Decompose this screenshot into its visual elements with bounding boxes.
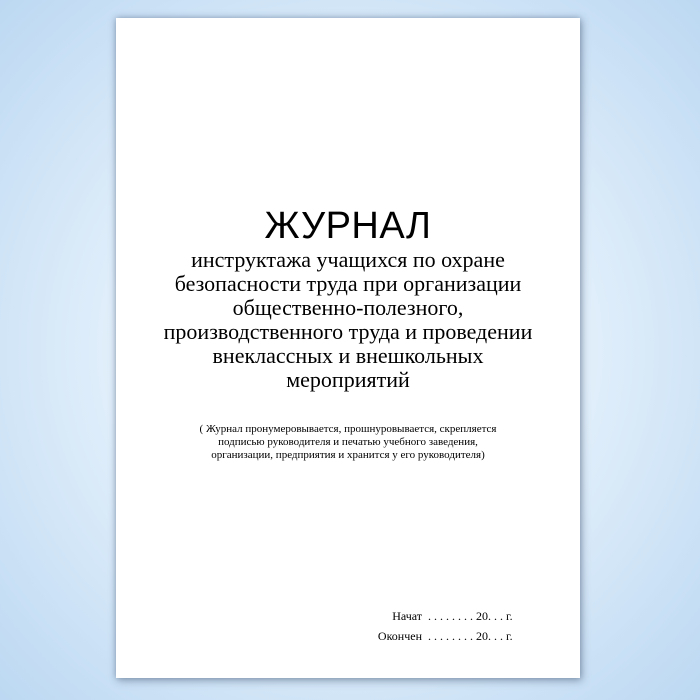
started-date-row (374, 606, 513, 626)
subtitle-line: инструктажа учащихся по охране (191, 247, 505, 272)
note-line: подписью руководителя и печатью учебного заведения, (218, 436, 478, 448)
subtitle-line: общественно-полезного, (232, 295, 464, 320)
journal-subtitle (116, 248, 580, 392)
started-date-placeholder: . . . . . . . . 20. . . г. (428, 609, 513, 623)
finished-date-row (374, 626, 513, 646)
note-line: организации, предприятия и хранится у его руководителя) (211, 449, 485, 461)
note-line: ( Журнал пронумеровывается, прошнуровывается, скрепляется (199, 423, 497, 435)
journal-dates (374, 606, 513, 646)
subtitle-line: мероприятий (286, 367, 410, 392)
started-label: Начат (392, 609, 422, 623)
finished-date-placeholder: . . . . . . . . 20. . . г. (428, 629, 513, 643)
subtitle-line: производственного труда и проведении (163, 319, 533, 344)
subtitle-line: безопасности труда при организации (174, 271, 522, 296)
finished-label: Окончен (377, 629, 422, 643)
journal-note (116, 423, 580, 462)
subtitle-line: внеклассных и внешкольных (212, 343, 484, 368)
journal-cover-page (116, 18, 580, 678)
journal-title: ЖУРНАЛ (264, 205, 432, 247)
